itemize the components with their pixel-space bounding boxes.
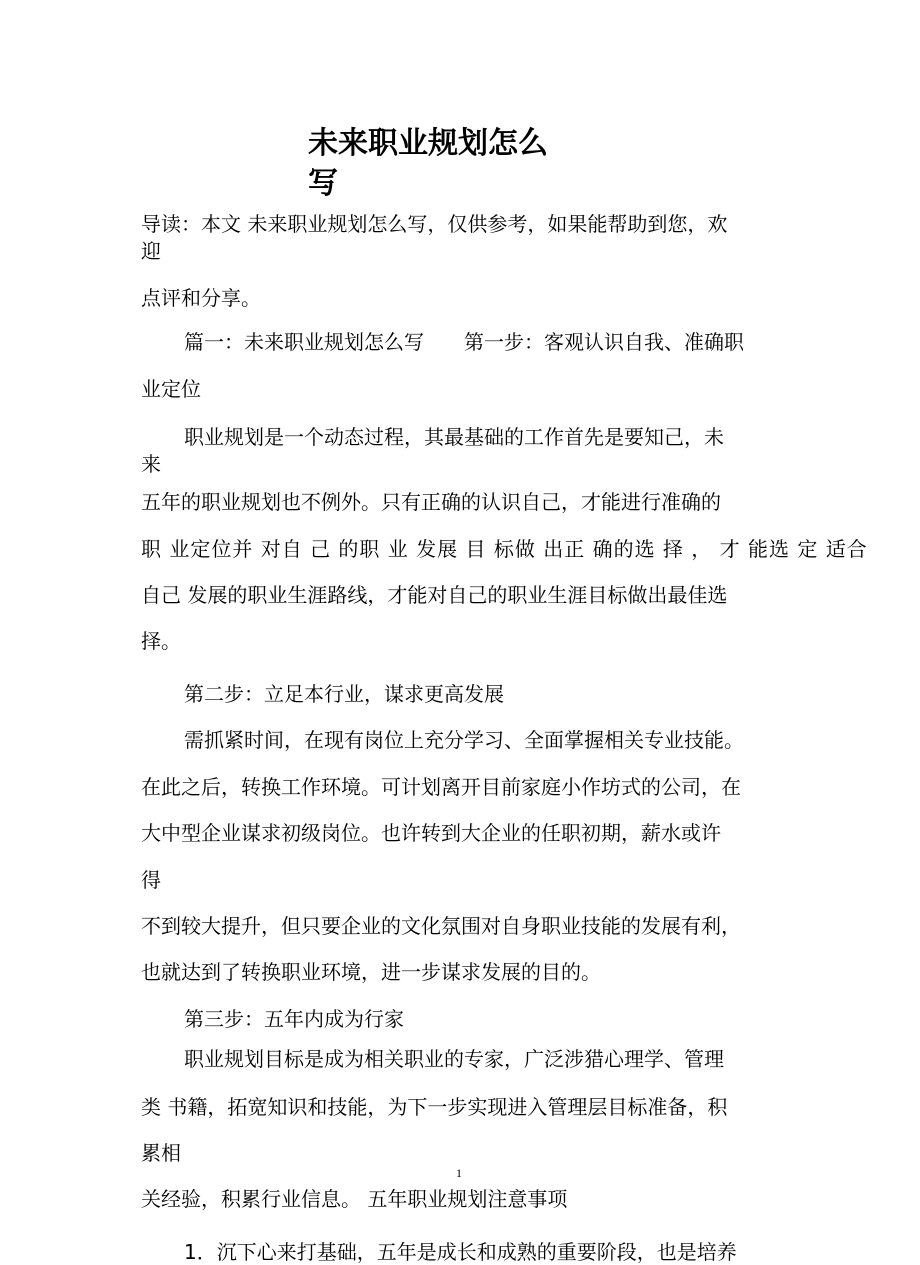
document-title-line-1: 未来职业规划怎么 bbox=[308, 126, 548, 161]
paragraph-line: 得 bbox=[141, 868, 161, 892]
section-heading-3: 第三步：五年内成为行家 bbox=[184, 1007, 404, 1031]
paragraph-line: 在此之后，转换工作环境。可计划离开目前家庭小作坊式的公司，在 bbox=[141, 775, 741, 799]
page-number: 1 bbox=[456, 1166, 462, 1180]
section-heading-1: 篇一：未来职业规划怎么写 第一步：客观认识自我、准确职 bbox=[184, 330, 744, 354]
intro-line-2: 迎 bbox=[141, 239, 161, 263]
paragraph-line: 择。 bbox=[141, 629, 181, 653]
paragraph-line: 五年的职业规划也不例外。只有正确的认识自己，才能进行准确的 bbox=[141, 490, 721, 514]
section-heading-2: 第二步：立足本行业，谋求更高发展 bbox=[184, 682, 504, 706]
intro-line-3: 点评和分享。 bbox=[141, 286, 261, 310]
paragraph-line: 职业规划是一个动态过程，其最基础的工作首先是要知己，未 bbox=[184, 425, 724, 449]
paragraph-line-spaced: 职 业定位并 对自 己 的职 业 发展 目 标做 出正 确的选 择 ， 才 能选 定 适合 bbox=[141, 537, 868, 561]
paragraph-line: 1．沉下心来打基础，五年是成长和成熟的重要阶段，也是培养 bbox=[184, 1240, 737, 1264]
paragraph-line: 职业规划目标是成为相关职业的专家，广泛涉猎心理学、管理 bbox=[184, 1047, 724, 1071]
intro-line-1: 导读：本文 未来职业规划怎么写，仅供参考，如果能帮助到您，欢 bbox=[141, 212, 728, 236]
paragraph-line: 不到较大提升，但只要企业的文化氛围对自身职业技能的发展有利， bbox=[141, 914, 741, 938]
paragraph-line: 累相 bbox=[141, 1141, 181, 1165]
paragraph-line: 来 bbox=[141, 452, 161, 476]
document-title-line-2: 写 bbox=[308, 166, 338, 201]
paragraph-line: 类 书籍，拓宽知识和技能，为下一步实现进入管理层目标准备，积 bbox=[141, 1095, 728, 1119]
paragraph-line: 大中型企业谋求初级岗位。也许转到大企业的任职初期，薪水或许 bbox=[141, 821, 721, 845]
paragraph-line: 需抓紧时间，在现有岗位上充分学习、全面掌握相关专业技能。 bbox=[184, 728, 744, 752]
paragraph-line: 关经验，积累行业信息。 五年职业规划注意事项 bbox=[141, 1187, 568, 1211]
paragraph-line: 自己 发展的职业生涯路线，才能对自己的职业生涯目标做出最佳选 bbox=[141, 583, 728, 607]
paragraph-line: 业定位 bbox=[141, 377, 201, 401]
paragraph-line: 也就达到了转换职业环境，进一步谋求发展的目的。 bbox=[141, 960, 601, 984]
